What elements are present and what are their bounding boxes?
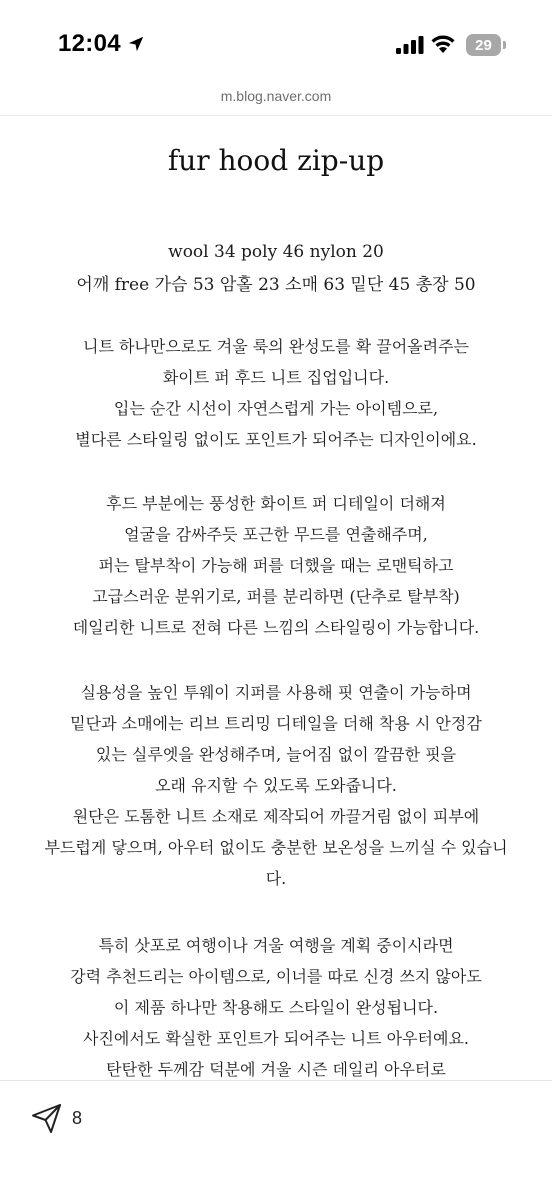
paragraph-hood bbox=[0, 488, 552, 643]
paragraph-line: 오래 유지할 수 있도록 도와줍니다. bbox=[155, 776, 397, 795]
paragraph-line: 강력 추천드리는 아이템으로, 이너를 따로 신경 쓰지 않아도 bbox=[70, 967, 482, 986]
paragraph-recommend bbox=[0, 930, 552, 1080]
clock bbox=[58, 30, 145, 58]
spec-material: wool 34 poly 46 nylon 20 bbox=[168, 242, 384, 262]
paragraph-line: 실용성을 높인 투웨이 지퍼를 사용해 핏 연출이 가능하며 bbox=[80, 683, 472, 702]
paragraph-line: 니트 하나만으로도 겨울 룩의 완성도를 확 끌어올려주는 bbox=[82, 337, 469, 356]
post-title: fur hood zip-up bbox=[167, 144, 385, 177]
location-arrow-icon bbox=[127, 35, 145, 53]
wifi-icon bbox=[430, 34, 456, 54]
paragraph-line: 이 제품 하나만 착용해도 스타일이 완성됩니다. bbox=[113, 998, 439, 1017]
paragraph-fit bbox=[0, 677, 552, 894]
post-content[interactable] bbox=[0, 116, 552, 1080]
spec-measurements: 어깨 free 가슴 53 암홀 23 소매 63 밑단 45 총장 50 bbox=[76, 275, 476, 295]
paragraph-line: 탄탄한 두께감 덕분에 겨울 시즌 데일리 아우터로 bbox=[106, 1060, 446, 1079]
paper-plane-icon bbox=[30, 1101, 64, 1135]
paragraph-intro bbox=[0, 331, 552, 455]
bottom-bar bbox=[0, 1081, 552, 1200]
paragraph-line: 별다른 스타일링 없이도 포인트가 되어주는 디자인이에요. bbox=[75, 430, 477, 449]
share-button[interactable] bbox=[30, 1101, 82, 1135]
battery-cap bbox=[503, 41, 506, 49]
paragraph-line: 부드럽게 닿으며, 아우터 없이도 충분한 보온성을 느끼실 수 있습니 bbox=[44, 838, 508, 857]
paragraph-line: 데일리한 니트로 전혀 다른 느낌의 스타일링이 가능합니다. bbox=[72, 618, 480, 637]
paragraph-line: 얼굴을 감싸주듯 포근한 무드를 연출해주며, bbox=[124, 525, 428, 544]
url-bar[interactable]: m.blog.naver.com bbox=[220, 88, 332, 104]
paragraph-line: 있는 실루엣을 완성해주며, 늘어짐 없이 깔끔한 핏을 bbox=[95, 745, 457, 764]
paragraph-line: 다. bbox=[265, 869, 287, 888]
paragraph-line: 입는 순간 시선이 자연스럽게 가는 아이템으로, bbox=[113, 399, 439, 418]
paragraph-line: 화이트 퍼 후드 니트 집업입니다. bbox=[162, 368, 390, 387]
paragraph-line: 후드 부분에는 풍성한 화이트 퍼 디테일이 더해져 bbox=[106, 494, 446, 513]
paragraph-line: 밑단과 소매에는 리브 트리밍 디테일을 더해 착용 시 안정감 bbox=[70, 714, 482, 733]
battery-level: 29 bbox=[466, 34, 501, 56]
clock-time: 12:04 bbox=[58, 30, 121, 57]
cellular-signal-icon bbox=[396, 36, 424, 54]
paragraph-line: 퍼는 탈부착이 가능해 퍼를 더했을 때는 로맨틱하고 bbox=[98, 556, 454, 575]
spec-block bbox=[0, 236, 552, 302]
battery-indicator bbox=[466, 34, 506, 56]
status-bar bbox=[0, 0, 552, 88]
paragraph-line: 특히 삿포로 여행이나 겨울 여행을 계획 중이시라면 bbox=[98, 936, 454, 955]
paragraph-line: 사진에서도 확실한 포인트가 되어주는 니트 아우터예요. bbox=[82, 1029, 469, 1048]
paragraph-line: 원단은 도톰한 니트 소재로 제작되어 까끌거림 없이 피부에 bbox=[72, 807, 480, 826]
paragraph-line: 고급스러운 분위기로, 퍼를 분리하면 (단추로 탈부착) bbox=[92, 587, 460, 606]
share-count: 8 bbox=[72, 1107, 83, 1128]
